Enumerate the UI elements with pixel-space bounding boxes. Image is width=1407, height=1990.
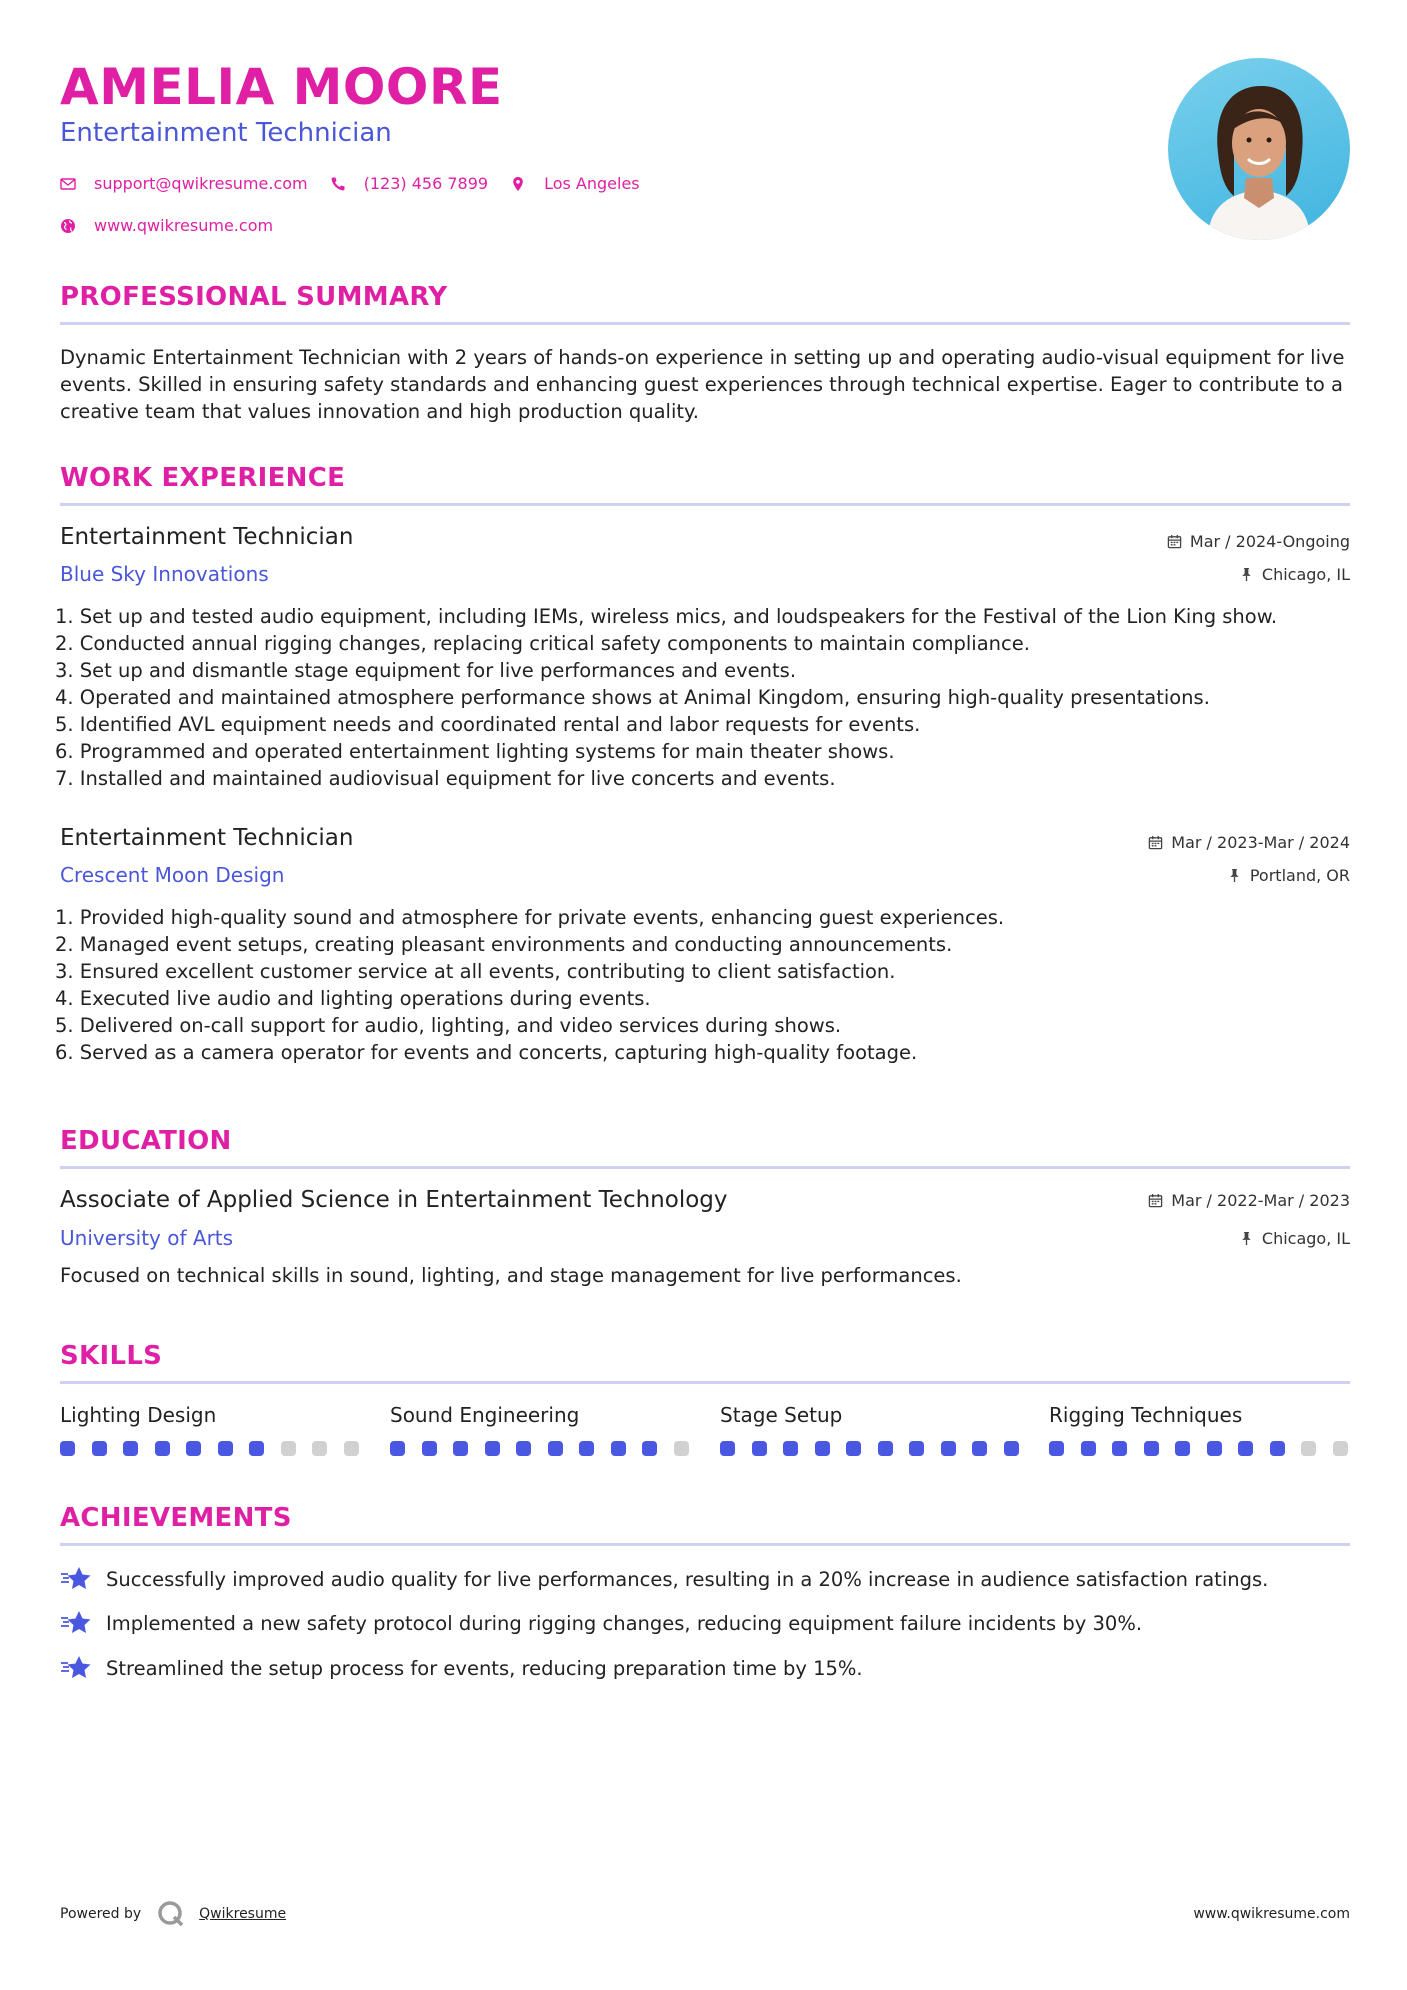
website-item[interactable]	[60, 216, 273, 235]
job-dates-text: Mar / 2024-Ongoing	[1189, 532, 1350, 551]
candidate-role: Entertainment Technician	[60, 118, 392, 148]
education-heading: EDUCATION	[60, 1126, 232, 1156]
rating-dot-filled	[453, 1441, 468, 1456]
summary-text: Dynamic Entertainment Technician with 2 years of hands-on experience in setting up and operating audio-visual equipment for live events. Skilled in ensuring safety standards and enhancing guest experiences through technical expertise. Eager to contribute to a creative team that values innovation and high production quality.	[60, 346, 1345, 423]
rating-dot-filled	[422, 1441, 437, 1456]
rating-dot-filled	[611, 1441, 626, 1456]
rating-dot-filled	[783, 1441, 798, 1456]
section-divider	[60, 1543, 1350, 1546]
degree-title: Associate of Applied Science in Entertainment Technology	[60, 1187, 728, 1213]
rating-dot-filled	[1144, 1441, 1159, 1456]
job-duties-list	[55, 904, 1355, 1066]
rating-dot-filled	[155, 1441, 170, 1456]
list-item: 5. Identified AVL equipment needs and coordinated rental and labor requests for events.	[55, 713, 921, 736]
job-location-text: Chicago, IL	[1261, 565, 1350, 584]
section-divider	[60, 1166, 1350, 1169]
job-location-text: Portland, OR	[1249, 866, 1350, 885]
achievement-item	[60, 1655, 863, 1681]
skill-name: Lighting Design	[60, 1403, 217, 1427]
list-item: 4. Executed live audio and lighting operations during events.	[55, 987, 651, 1010]
skill-rating	[1049, 1441, 1364, 1456]
achievement-text: Implemented a new safety protocol during rigging changes, reducing equipment failure incidents by 30%.	[106, 1611, 1143, 1635]
list-item: 3. Set up and dismantle stage equipment for live performances and events.	[55, 659, 797, 682]
education-location	[1239, 1229, 1350, 1248]
calendar-icon	[1167, 534, 1182, 549]
rating-dot-filled	[909, 1441, 924, 1456]
skill-name: Sound Engineering	[390, 1403, 580, 1427]
calendar-icon	[1148, 835, 1163, 850]
list-item: 2. Managed event setups, creating pleasant environments and conducting announcements.	[55, 933, 953, 956]
company-name: Blue Sky Innovations	[60, 562, 269, 586]
rating-dot-empty	[674, 1441, 689, 1456]
phone-text: (123) 456 7899	[363, 174, 489, 193]
rating-dot-filled	[186, 1441, 201, 1456]
rating-dot-filled	[1175, 1441, 1190, 1456]
rating-dot-filled	[972, 1441, 987, 1456]
star-icon	[60, 1655, 92, 1681]
footer-website[interactable]: www.qwikresume.com	[1193, 1906, 1350, 1922]
rating-dot-filled	[579, 1441, 594, 1456]
section-divider	[60, 322, 1350, 325]
job-dates	[1167, 532, 1350, 551]
star-icon	[60, 1566, 92, 1592]
pushpin-icon	[1239, 567, 1254, 582]
company-name: Crescent Moon Design	[60, 863, 285, 887]
rating-dot-filled	[249, 1441, 264, 1456]
skill-item	[1049, 1403, 1364, 1456]
contact-row	[60, 174, 662, 193]
location-text: Los Angeles	[544, 174, 640, 193]
job-duties-list	[55, 603, 1355, 792]
website-row	[60, 216, 295, 235]
candidate-name: AMELIA MOORE	[60, 58, 503, 116]
email-item[interactable]	[60, 174, 308, 193]
rating-dot-filled	[390, 1441, 405, 1456]
skill-item	[60, 1403, 375, 1456]
list-item: 1. Provided high-quality sound and atmosphere for private events, enhancing guest experiences.	[55, 906, 1005, 929]
rating-dot-empty	[312, 1441, 327, 1456]
job-dates	[1148, 833, 1350, 852]
skill-name: Rigging Techniques	[1049, 1403, 1243, 1427]
rating-dot-filled	[878, 1441, 893, 1456]
rating-dot-filled	[516, 1441, 531, 1456]
job-title: Entertainment Technician	[60, 524, 354, 550]
rating-dot-filled	[1270, 1441, 1285, 1456]
rating-dot-empty	[1301, 1441, 1316, 1456]
rating-dot-filled	[123, 1441, 138, 1456]
rating-dot-filled	[548, 1441, 563, 1456]
job-location	[1239, 565, 1350, 584]
section-divider	[60, 1381, 1350, 1384]
profile-photo	[1168, 58, 1350, 240]
skill-rating	[390, 1441, 705, 1456]
email-text: support@qwikresume.com	[94, 174, 308, 193]
school-name: University of Arts	[60, 1226, 234, 1250]
rating-dot-filled	[941, 1441, 956, 1456]
section-divider	[60, 503, 1350, 506]
powered-by-text: Powered by	[60, 1906, 142, 1922]
phone-item[interactable]	[330, 174, 488, 193]
phone-icon	[330, 176, 346, 192]
rating-dot-filled	[1238, 1441, 1253, 1456]
map-pin-icon	[510, 176, 526, 192]
education-dates-text: Mar / 2022-Mar / 2023	[1171, 1191, 1350, 1210]
skill-rating	[60, 1441, 375, 1456]
education-dates	[1148, 1191, 1350, 1210]
job-title: Entertainment Technician	[60, 825, 354, 851]
portrait-image	[1168, 58, 1350, 240]
achievement-text: Streamlined the setup process for events, reducing preparation time by 15%.	[106, 1656, 863, 1680]
achievements-heading: ACHIEVEMENTS	[60, 1503, 292, 1533]
star-icon	[60, 1610, 92, 1636]
list-item: 4. Operated and maintained atmosphere performance shows at Animal Kingdom, ensuring high-quality presentations.	[55, 686, 1210, 709]
achievement-item	[60, 1610, 1142, 1636]
rating-dot-filled	[92, 1441, 107, 1456]
envelope-icon	[60, 176, 76, 192]
rating-dot-empty	[1333, 1441, 1348, 1456]
rating-dot-filled	[815, 1441, 830, 1456]
skill-rating	[720, 1441, 1035, 1456]
calendar-icon	[1148, 1193, 1163, 1208]
skill-name: Stage Setup	[720, 1403, 843, 1427]
list-item: 6. Programmed and operated entertainment lighting systems for main theater shows.	[55, 740, 895, 763]
qwikresume-logo-icon	[157, 1900, 185, 1928]
education-description: Focused on technical skills in sound, lighting, and stage management for live performances.	[60, 1264, 962, 1287]
list-item: 2. Conducted annual rigging changes, replacing critical safety components to maintain compliance.	[55, 632, 1030, 655]
rating-dot-filled	[1081, 1441, 1096, 1456]
job-dates-text: Mar / 2023-Mar / 2024	[1171, 833, 1350, 852]
education-location-text: Chicago, IL	[1261, 1229, 1350, 1248]
list-item: 7. Installed and maintained audiovisual equipment for live concerts and events.	[55, 767, 836, 790]
list-item: 6. Served as a camera operator for events and concerts, capturing high-quality footage.	[55, 1041, 918, 1064]
rating-dot-filled	[218, 1441, 233, 1456]
achievement-text: Successfully improved audio quality for live performances, resulting in a 20% increase in audience satisfaction ratings.	[106, 1567, 1269, 1591]
rating-dot-filled	[846, 1441, 861, 1456]
location-item	[510, 174, 640, 193]
summary-heading: PROFESSIONAL SUMMARY	[60, 282, 448, 312]
list-item: 3. Ensured excellent customer service at all events, contributing to client satisfaction.	[55, 960, 896, 983]
skill-item	[390, 1403, 705, 1456]
website-text: www.qwikresume.com	[94, 216, 274, 235]
rating-dot-filled	[1207, 1441, 1222, 1456]
footer-powered-by	[60, 1900, 286, 1928]
pushpin-icon	[1227, 868, 1242, 883]
brand-link[interactable]: Qwikresume	[199, 1906, 287, 1922]
pushpin-icon	[1239, 1231, 1254, 1246]
rating-dot-filled	[642, 1441, 657, 1456]
skill-item	[720, 1403, 1035, 1456]
list-item: 5. Delivered on-call support for audio, lighting, and video services during shows.	[55, 1014, 842, 1037]
achievement-item	[60, 1566, 1268, 1592]
rating-dot-filled	[60, 1441, 75, 1456]
rating-dot-filled	[720, 1441, 735, 1456]
experience-heading: WORK EXPERIENCE	[60, 463, 346, 493]
globe-icon	[60, 218, 76, 234]
rating-dot-filled	[752, 1441, 767, 1456]
rating-dot-empty	[344, 1441, 359, 1456]
list-item: 1. Set up and tested audio equipment, including IEMs, wireless mics, and loudspeakers for the Festival of the Lion King show.	[55, 605, 1278, 628]
rating-dot-filled	[1049, 1441, 1064, 1456]
job-location	[1227, 866, 1350, 885]
rating-dot-empty	[281, 1441, 296, 1456]
rating-dot-filled	[1112, 1441, 1127, 1456]
skills-heading: SKILLS	[60, 1341, 163, 1371]
rating-dot-filled	[485, 1441, 500, 1456]
rating-dot-filled	[1004, 1441, 1019, 1456]
